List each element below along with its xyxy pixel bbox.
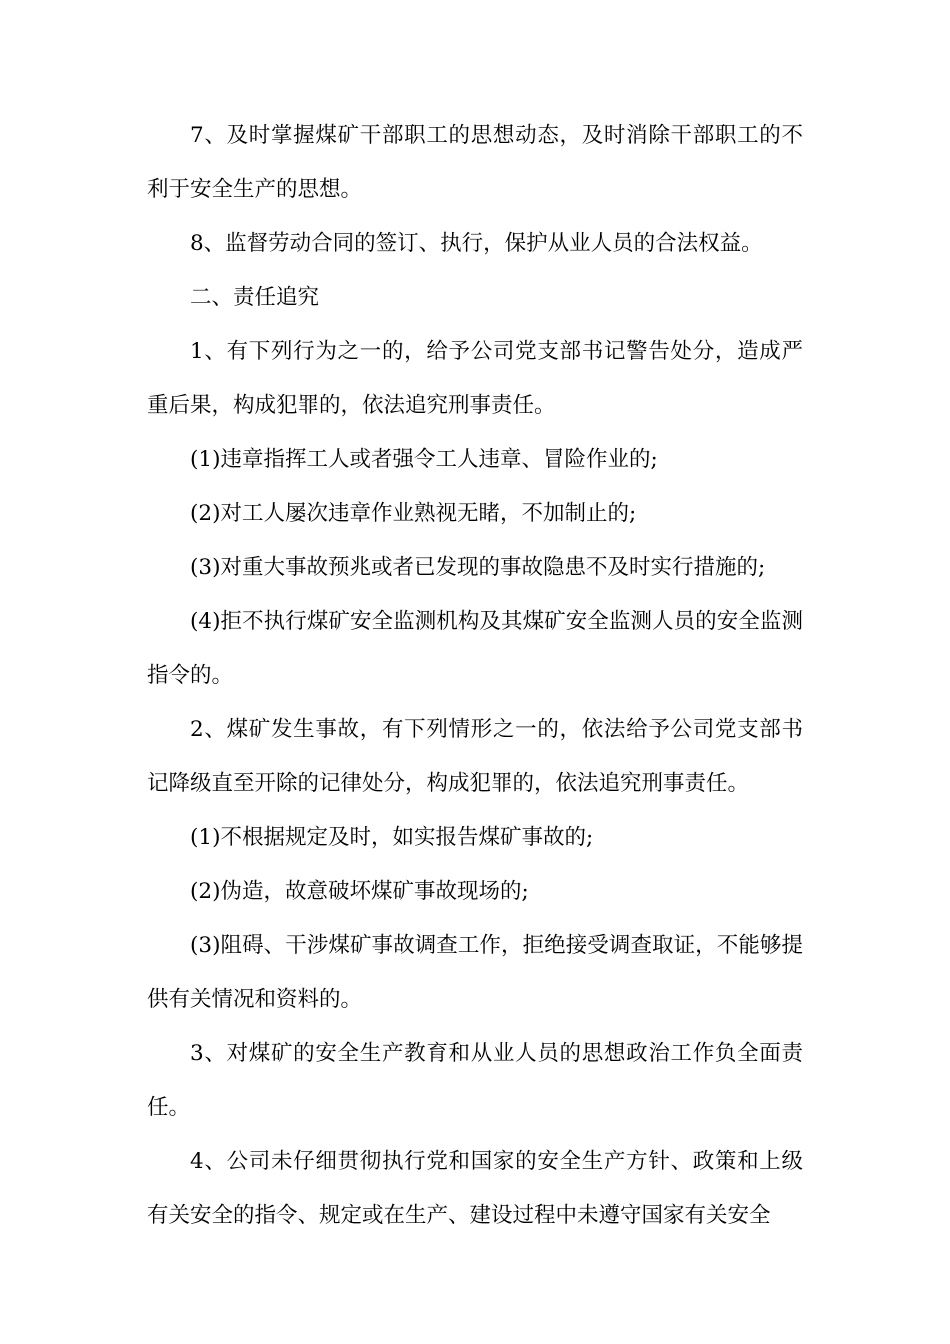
document-body [147, 109, 803, 1243]
paragraph-duty-8: 8、监督劳动合同的签订、执行，保护从业人员的合法权益。 [190, 231, 763, 256]
paragraph-clause-2-item-3: (3)阻碍、干涉煤矿事故调查工作，拒绝接受调查取证，不能够提供有关情况和资料的。 [147, 933, 803, 1012]
paragraph-clause-2: 2、煤矿发生事故，有下列情形之一的，依法给予公司党支部书记降级直至开除的记律处分，构成犯罪的，依法追究刑事责任。 [147, 717, 803, 796]
paragraph-clause-3: 3、对煤矿的安全生产教育和从业人员的思想政治工作负全面责任。 [147, 1041, 803, 1120]
paragraph-clause-1: 1、有下列行为之一的，给予公司党支部书记警告处分，造成严重后果，构成犯罪的，依法追究刑事责任。 [147, 339, 803, 418]
paragraph-clause-1-item-3: (3)对重大事故预兆或者已发现的事故隐患不及时实行措施的; [190, 555, 766, 580]
paragraph-clause-2-item-1: (1)不根据规定及时，如实报告煤矿事故的; [190, 825, 594, 850]
paragraph-clause-4: 4、公司未仔细贯彻执行党和国家的安全生产方针、政策和上级有关安全的指令、规定或在生产、建设过程中未遵守国家有关安全 [147, 1149, 803, 1228]
section-heading-responsibility: 二、责任追究 [190, 285, 320, 310]
paragraph-duty-7: 7、及时掌握煤矿干部职工的思想动态，及时消除干部职工的不利于安全生产的思想。 [147, 123, 803, 202]
paragraph-clause-2-item-2: (2)伪造，故意破坏煤矿事故现场的; [190, 879, 529, 904]
paragraph-clause-1-item-2: (2)对工人屡次违章作业熟视无睹，不加制止的; [190, 501, 637, 526]
paragraph-clause-1-item-1: (1)违章指挥工人或者强令工人违章、冒险作业的; [190, 447, 658, 472]
paragraph-clause-1-item-4: (4)拒不执行煤矿安全监测机构及其煤矿安全监测人员的安全监测指令的。 [147, 609, 803, 688]
